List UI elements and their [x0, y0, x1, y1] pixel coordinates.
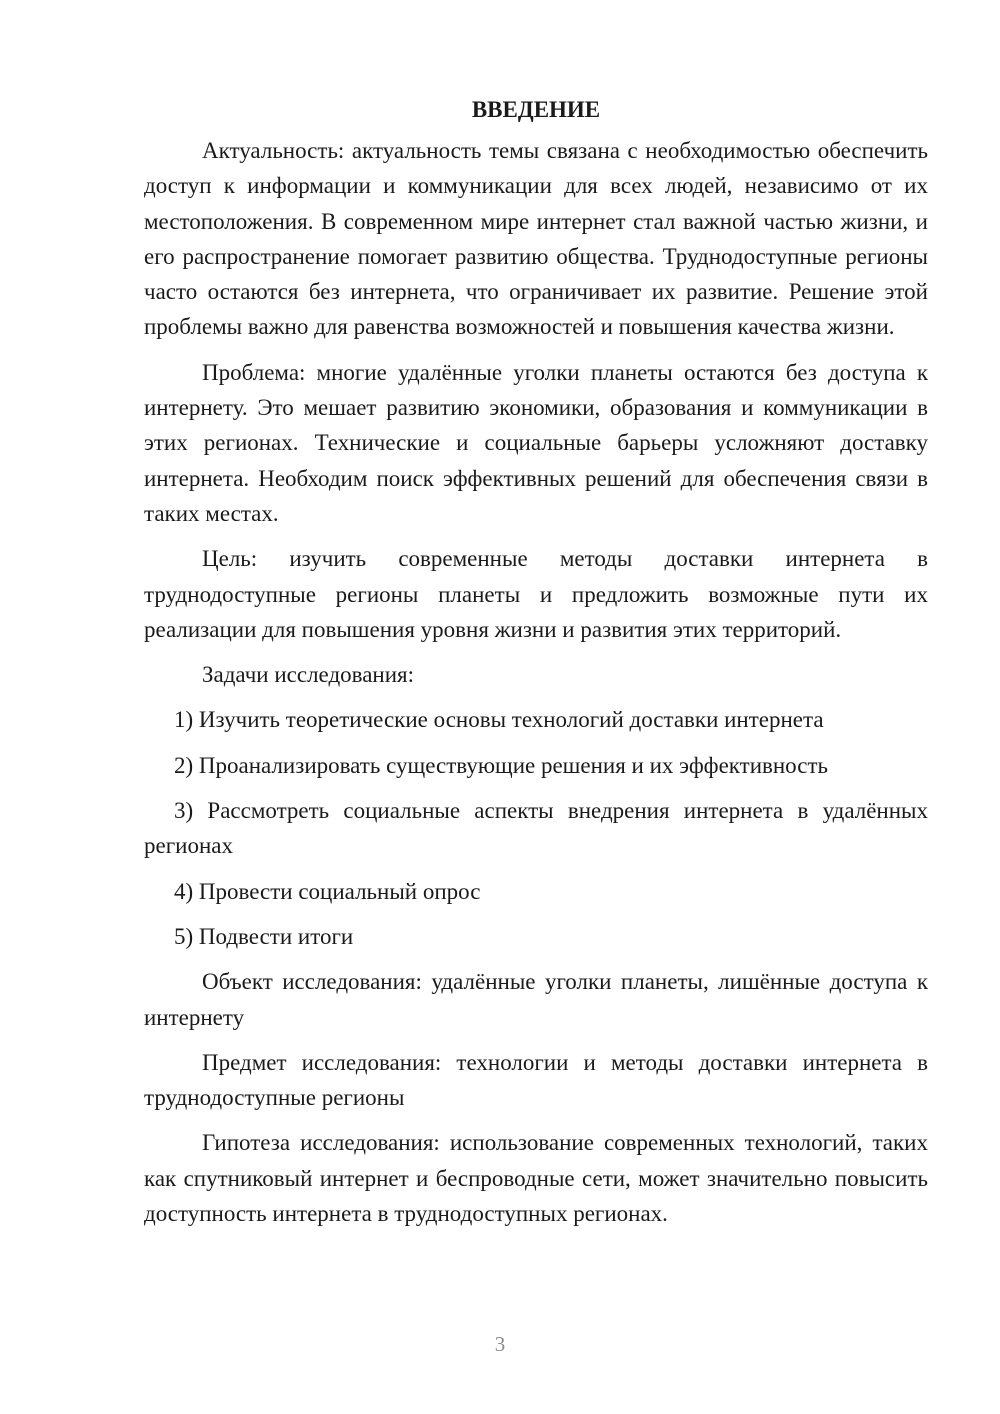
task-item-3: 3) Рассмотреть социальные аспекты внедрения интернета в удалённых регионах: [144, 798, 928, 859]
object-paragraph: Объект исследования: удалённые уголки планеты, лишённые доступа к интернету: [144, 969, 928, 1030]
relevance-paragraph: Актуальность: актуальность темы связана с необходимостью обеспечить доступ к информации и коммуникации для всех людей, независимо от их местоположения. В современном мире интернет стал важной частью жизни, и его распространение помогает развитию общества. Труднодоступные регионы часто остаются без интернета, что ограничивает их развитие. Решение этой проблемы важно для равенства возможностей и повышения качества жизни.: [144, 138, 928, 340]
document-body: [144, 92, 928, 1241]
task-item-2: 2) Проанализировать существующие решения и их эффективность: [174, 752, 829, 778]
task-item-5: 5) Подвести итоги: [174, 923, 354, 949]
task-item-4: 4) Провести социальный опрос: [174, 878, 481, 904]
task-item-1: 1) Изучить теоретические основы технологий доставки интернета: [174, 707, 824, 733]
problem-paragraph: Проблема: многие удалённые уголки планеты остаются без доступа к интернету. Это мешает развитию экономики, образования и коммуникации в этих регионах. Технические и социальные барьеры усложняют доставку интернета. Необходим поиск эффективных решений для обеспечения связи в таких местах.: [144, 359, 928, 526]
page-number: 3: [494, 1332, 506, 1356]
hypothesis-paragraph: Гипотеза исследования: использование современных технологий, таких как спутниковый интернет и беспроводные сети, может значительно повысить доступность интернета в труднодоступных регионах.: [144, 1130, 928, 1227]
subject-paragraph: Предмет исследования: технологии и методы доставки интернета в труднодоступные регионы: [144, 1049, 928, 1111]
page-title: ВВЕДЕНИЕ: [471, 97, 601, 122]
tasks-heading: Задачи исследования:: [202, 662, 415, 688]
goal-paragraph: Цель: изучить современные методы доставки интернета в труднодоступные регионы планеты и предложить возможные пути их реализации для повышения уровня жизни и развития этих территорий.: [144, 546, 928, 642]
